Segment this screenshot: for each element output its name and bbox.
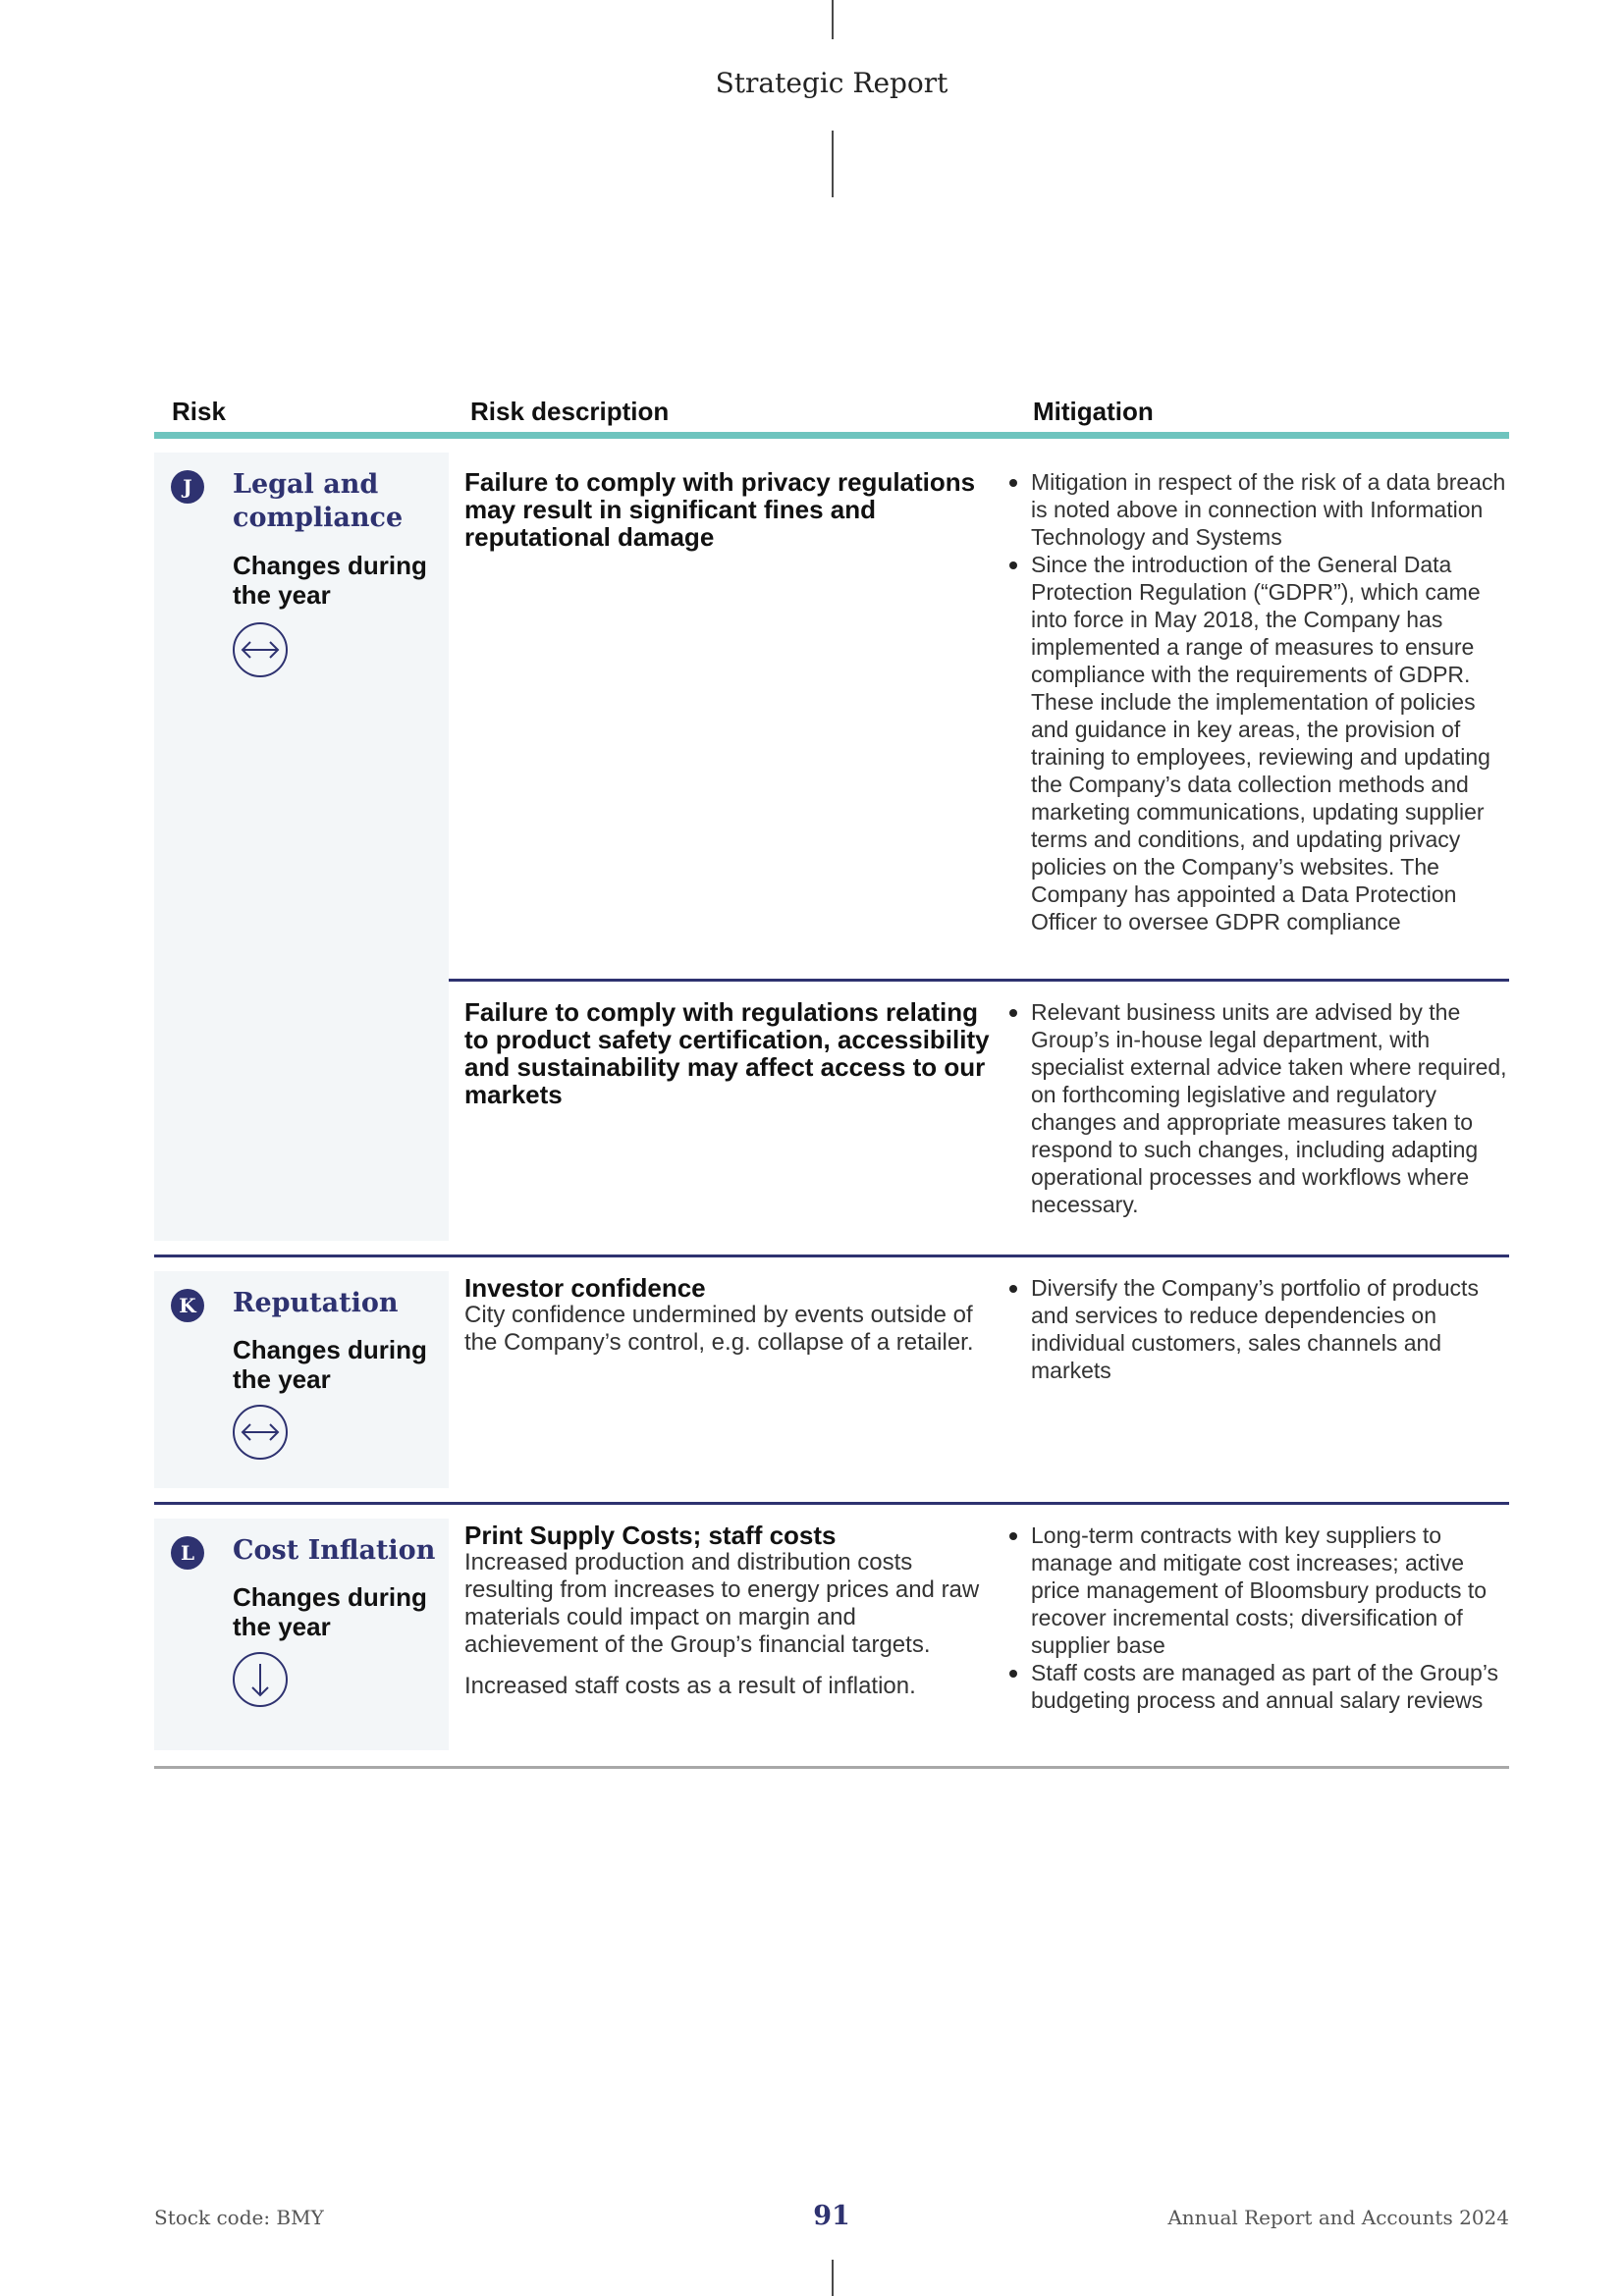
- changes-during-year-label: Changes during the year: [233, 551, 427, 610]
- risk-description-text: Increased production and distribution costs resulting from increases to energy prices and raw materials could impact on margin and achievement of the Group’s financial targets.: [464, 1549, 980, 1658]
- table-header: [154, 391, 1509, 439]
- mitigation-list: [1006, 998, 1507, 1218]
- mitigation-item: Diversify the Company’s portfolio of products and services to reduce dependencies on individual customers, sales channels and markets: [1006, 1274, 1507, 1384]
- changes-during-year-label: Changes during the year: [233, 1335, 427, 1394]
- mitigation-list: [1006, 468, 1507, 935]
- risk-group-reputation: [154, 1255, 1509, 1502]
- risk-row: [449, 1257, 1509, 1502]
- stock-code: Stock code: BMY: [154, 2206, 324, 2229]
- mitigation-list: [1006, 1274, 1507, 1384]
- risk-row: [449, 1505, 1509, 1760]
- risk-title: Cost Inflation: [233, 1535, 436, 1566]
- mitigation-item: Relevant business units are advised by the Group’s in-house legal department, with specialist external advice taken where required, on forthcoming legislative and regulatory changes and appropriate measures taken to respond to such changes, including adapting operational processes and workflows where necessary.: [1006, 998, 1507, 1218]
- horizontal-arrows-icon: [233, 622, 288, 677]
- footer-divider-line: [832, 2260, 834, 2296]
- risk-description: [464, 468, 995, 551]
- top-divider-line: [832, 0, 834, 39]
- mitigation-item: Long-term contracts with key suppliers to manage and mitigate cost increases; active price management of Bloomsbury products to recover incremental costs; diversification of supplier base: [1006, 1522, 1507, 1659]
- risk-description-title: Investor confidence: [464, 1273, 706, 1303]
- risk-group-legal-compliance: [154, 439, 1509, 1255]
- column-header-risk: Risk: [172, 397, 226, 426]
- risk-cell: [154, 453, 449, 1241]
- risk-description: [464, 998, 995, 1108]
- risk-title: Legal and compliance: [233, 469, 404, 533]
- mitigation-item: Mitigation in respect of the risk of a data breach is noted above in connection with Information Technology and Systems: [1006, 468, 1507, 551]
- risk-description-title: Failure to comply with regulations relating to product safety certification, accessibility and sustainability may affect access to our markets: [464, 997, 990, 1109]
- risk-description-title: Print Supply Costs; staff costs: [464, 1521, 837, 1550]
- table-bottom-rule: [154, 1766, 1509, 1769]
- risk-description: [464, 1274, 995, 1357]
- down-arrow-icon: [233, 1652, 288, 1707]
- risk-cell: [154, 1271, 449, 1488]
- risk-group-cost-inflation: [154, 1502, 1509, 1760]
- risk-letter-badge: L: [171, 1536, 204, 1570]
- header-divider-line: [832, 131, 834, 197]
- horizontal-arrows-icon: [233, 1405, 288, 1460]
- risk-description-text: Increased staff costs as a result of inflation.: [464, 1673, 916, 1699]
- section-title: Strategic Report: [715, 67, 948, 99]
- risk-title: Reputation: [233, 1288, 399, 1318]
- risk-description-text: City confidence undermined by events outside of the Company’s control, e.g. collapse of a retailer.: [464, 1302, 974, 1356]
- mitigation-item: Staff costs are managed as part of the Group’s budgeting process and annual salary reviews: [1006, 1659, 1507, 1714]
- column-header-risk-description: Risk description: [470, 397, 670, 426]
- risk-letter-badge: J: [171, 470, 204, 504]
- risk-letter-badge: K: [171, 1289, 204, 1322]
- column-header-mitigation: Mitigation: [1033, 397, 1154, 426]
- risk-cell: [154, 1519, 449, 1750]
- risk-description-title: Failure to comply with privacy regulations may result in significant fines and reputational damage: [464, 467, 976, 552]
- changes-during-year-label: Changes during the year: [233, 1582, 427, 1641]
- risk-description: [464, 1522, 995, 1700]
- page-number: 91: [813, 2201, 850, 2231]
- risk-table: [154, 391, 1509, 1760]
- mitigation-item: Since the introduction of the General Data Protection Regulation (“GDPR”), which came into force in May 2018, the Company has implemented a range of measures to ensure compliance with the requirements of GDPR. These include the implementation of policies and guidance in key areas, the provision of training to employees, reviewing and updating the Company’s data collection methods and marketing communications, updating supplier terms and conditions, and updating privacy policies on the Company’s websites. The Company has appointed a Data Protection Officer to oversee GDPR compliance: [1006, 551, 1507, 935]
- report-title: Annual Report and Accounts 2024: [1167, 2206, 1509, 2229]
- mitigation-list: [1006, 1522, 1507, 1714]
- risk-row: [449, 439, 1509, 979]
- risk-row: [449, 979, 1509, 1240]
